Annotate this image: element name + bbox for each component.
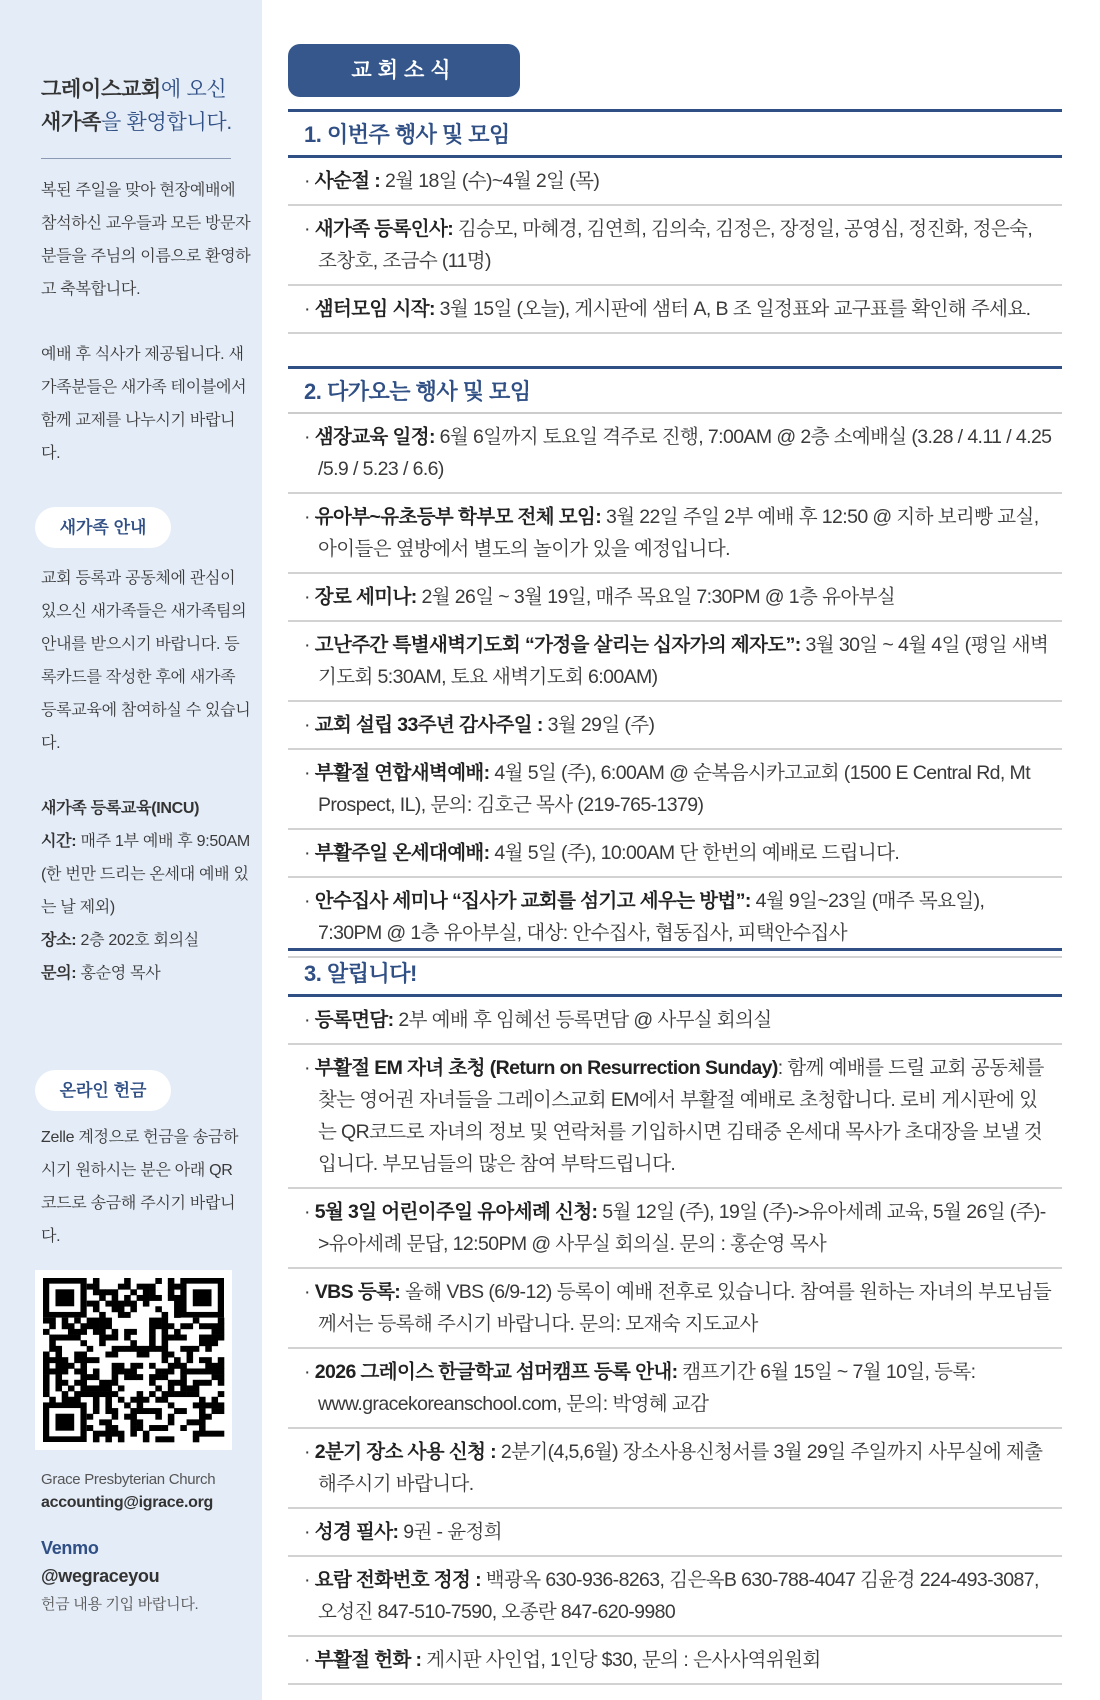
list-item	[288, 494, 1062, 574]
welcome-heading	[41, 73, 251, 139]
incu-time-label: 시간:	[41, 833, 77, 850]
incu-place-label: 장소:	[41, 932, 77, 949]
bullet-icon: ·	[304, 1521, 315, 1543]
giving-paragraph: Zelle 계정으로 헌금을 송금하시기 원하시는 분은 아래 QR 코드로 송금해 주시기 바랍니다.	[41, 1129, 239, 1245]
item-label: 2분기 장소 사용 신청 :	[314, 1441, 497, 1463]
incu-contact: 홍순영 목사	[76, 965, 161, 982]
item-text: 9권 - 윤정희	[398, 1521, 502, 1543]
bullet-icon: ·	[304, 506, 315, 528]
item-label: 유아부~유초등부 학부모 전체 모임:	[314, 506, 602, 528]
item-label: 2026 그레이스 한글학교 섬머캠프 등록 안내:	[314, 1361, 678, 1383]
bullet-icon: ·	[304, 1361, 315, 1383]
section-heading: 2. 다가오는 행사 및 모임	[288, 366, 1062, 414]
item-text: 2부 예배 후 임혜선 등록면담 @ 사무실 회의실	[393, 1009, 772, 1031]
section-this-week	[288, 109, 1062, 334]
bullet-icon: ·	[304, 634, 315, 656]
venmo-note: 헌금 내용 기입 바랍니다.	[41, 1596, 199, 1613]
item-label: VBS 등록:	[314, 1281, 401, 1303]
list-item	[288, 702, 1062, 750]
section-heading: 1. 이번주 행사 및 모임	[288, 109, 1062, 158]
sidebar	[0, 0, 262, 1700]
bullet-icon: ·	[304, 714, 315, 736]
item-text: 4월 9일~23일 (매주 목요일), 7:30PM @ 1층 유아부실, 대상: 안수집사, 협동집사, 피택안수집사	[318, 890, 985, 944]
venmo-label: Venmo	[41, 1538, 99, 1558]
item-text: 3월 22일 주일 2부 예배 후 12:50 @ 지하 보리빵 교실, 아이들은 옆방에서 별도의 놀이가 있을 예정입니다.	[318, 506, 1039, 560]
list-item	[288, 830, 1062, 878]
list-item	[288, 1189, 1062, 1269]
incu-place: 2층 202호 회의실	[76, 932, 199, 949]
bullet-icon: ·	[304, 426, 315, 448]
list-item	[288, 206, 1062, 286]
church-name-bold: 그레이스교회	[41, 78, 161, 101]
zelle-qr-code[interactable]	[35, 1270, 232, 1450]
bullet-icon: ·	[304, 586, 315, 608]
welcome-paragraph: 복된 주일을 맞아 현장예배에 참석하신 교우들과 모든 방문자분들을 주님의 이름으로 환영하고 축복합니다.	[41, 182, 251, 298]
list-item	[288, 574, 1062, 622]
list-item	[288, 1429, 1062, 1509]
bullet-icon: ·	[304, 1281, 315, 1303]
item-text: 김승모, 마혜경, 김연희, 김의숙, 김정은, 장정일, 공영심, 정진화, 정은숙, 조창호, 조금수 (11명)	[318, 218, 1033, 272]
list-item	[288, 750, 1062, 830]
incu-title: 새가족 등록교육(INCU)	[41, 800, 200, 817]
item-label: 장로 세미나:	[314, 586, 417, 608]
item-label: 샘터모임 시작:	[314, 298, 435, 320]
meal-paragraph: 예배 후 식사가 제공됩니다. 새가족분들은 새가족 테이블에서 함께 교제를 나누시기 바랍니다.	[41, 346, 247, 462]
item-label: 성경 필사:	[314, 1521, 399, 1543]
incu-contact-label: 문의:	[41, 965, 77, 982]
item-text: 3월 30일 ~ 4월 4일 (평일 새벽기도회 5:30AM, 토요 새벽기도회 6:00AM)	[318, 634, 1049, 688]
item-label: 요람 전화번호 정정 :	[314, 1569, 481, 1591]
bullet-icon: ·	[304, 1009, 315, 1031]
item-label: 고난주간 특별새벽기도회 “가정을 살리는 십자가의 제자도”:	[314, 634, 801, 656]
newcomer-paragraph: 교회 등록과 공동체에 관심이 있으신 새가족들은 새가족팀의 안내를 받으시기 바랍니다. 등록카드를 작성한 후에 새가족 등록교육에 참여하실 수 있습니다.	[41, 570, 251, 752]
list-item	[288, 1509, 1062, 1557]
bullet-icon: ·	[304, 298, 315, 320]
item-label: 샘장교육 일정:	[314, 426, 435, 448]
item-text: 백광옥 630-936-8263, 김은옥B 630-788-4047 김윤경 224-493-3087, 오성진 847-510-7590, 오종란 847-620-9980	[318, 1569, 1039, 1623]
list-item	[288, 1637, 1062, 1685]
section-announcements	[288, 948, 1062, 1685]
welcome-text: 에 오신	[160, 78, 227, 101]
list-item	[288, 414, 1062, 494]
bullet-icon: ·	[304, 1441, 315, 1463]
incu-info	[41, 792, 251, 990]
newcomer-guide-pill: 새가족 안내	[35, 507, 171, 548]
bullet-icon: ·	[304, 842, 315, 864]
list-item	[288, 1045, 1062, 1189]
list-item	[288, 878, 1062, 958]
item-text: 4월 5일 (주), 6:00AM @ 순복음시카고교회 (1500 E Central Rd, Mt Prospect, IL), 문의: 김호근 목사 (219-765-1379)	[318, 762, 1031, 816]
bullet-icon: ·	[304, 1057, 315, 1079]
item-text: 2월 18일 (수)~4월 2일 (목)	[380, 170, 600, 192]
page-title: 교회소식	[288, 44, 520, 97]
item-text: 2월 26일 ~ 3월 19일, 매주 목요일 7:30PM @ 1층 유아부실	[416, 586, 896, 608]
newcomer-bold: 새가족	[41, 111, 101, 134]
item-text: 4월 5일 (주), 10:00AM 단 한번의 예배로 드립니다.	[489, 842, 900, 864]
item-text: 올해 VBS (6/9-12) 등록이 예배 전후로 있습니다. 참여를 원하는 자녀의 부모님들께서는 등록해 주시기 바랍니다. 문의: 모재숙 지도교사	[318, 1281, 1052, 1335]
item-label: 등록면담:	[314, 1009, 394, 1031]
list-item	[288, 1557, 1062, 1637]
item-text: 3월 29일 (주)	[542, 714, 655, 736]
list-item	[288, 1349, 1062, 1429]
section-heading: 3. 알립니다!	[288, 948, 1062, 997]
item-label: 부활절 연합새벽예배:	[314, 762, 490, 784]
list-item	[288, 997, 1062, 1045]
venmo-handle[interactable]: @wegraceyou	[41, 1566, 160, 1586]
list-item	[288, 158, 1062, 206]
bullet-icon: ·	[304, 218, 315, 240]
item-text: : 함께 예배를 드릴 교회 공동체를 찾는 영어권 자녀들을 그레이스교회 EM에서 부활절 예배로 초청합니다. 로비 게시판에 있는 QR코드로 자녀의 정보 및 연락처를 기입하시면 김태중 온세대 목사가 초대장을 보낼 것입니다. 부모님들의 많은 참여 부탁드립니다.	[318, 1057, 1044, 1175]
list-item	[288, 1269, 1062, 1349]
item-label: 교회 설립 33주년 감사주일 :	[314, 714, 543, 736]
item-label: 부활절 헌화 :	[314, 1649, 422, 1671]
item-text: 게시판 사인업, 1인당 $30, 문의 : 은사사역위원회	[421, 1649, 821, 1671]
item-label: 5월 3일 어린이주일 유아세례 신청:	[314, 1201, 598, 1223]
item-label: 사순절 :	[314, 170, 381, 192]
item-label: 부활주일 온세대예배:	[314, 842, 490, 864]
church-name: Grace Presbyterian Church	[41, 1471, 216, 1488]
item-label: 안수집사 세미나 “집사가 교회를 섬기고 세우는 방법”:	[314, 890, 751, 912]
item-text: 2분기(4,5,6월) 장소사용신청서를 3월 29일 주일까지 사무실에 제출해주시기 바랍니다.	[318, 1441, 1043, 1495]
item-text: 캠프기간 6월 15일 ~ 7월 10일, 등록: www.gracekoreanschool.com, 문의: 박영혜 교감	[318, 1361, 976, 1415]
bullet-icon: ·	[304, 1649, 315, 1671]
bullet-icon: ·	[304, 170, 315, 192]
item-label: 새가족 등록인사:	[314, 218, 454, 240]
bullet-icon: ·	[304, 1201, 315, 1223]
divider	[41, 158, 231, 159]
qr-code-icon	[35, 1270, 232, 1450]
list-item	[288, 622, 1062, 702]
bullet-icon: ·	[304, 1569, 315, 1591]
item-text: 5월 12일 (주), 19일 (주)->유아세례 교육, 5월 26일 (주)->유아세례 문답, 12:50PM @ 사무실 회의실. 문의 : 홍순영 목사	[318, 1201, 1046, 1255]
list-item	[288, 286, 1062, 334]
bullet-icon: ·	[304, 890, 315, 912]
section-upcoming	[288, 366, 1062, 958]
welcome-text: 을 환영합니다.	[100, 111, 232, 134]
online-giving-pill: 온라인 헌금	[35, 1070, 171, 1111]
item-text: 6월 6일까지 토요일 격주로 진행, 7:00AM @ 2층 소예배실 (3.28 / 4.11 / 4.25 /5.9 / 5.23 / 6.6)	[318, 426, 1052, 480]
item-label: 부활절 EM 자녀 초청 (Return on Resurrection Sunday)	[314, 1057, 778, 1079]
giving-email[interactable]: accounting@igrace.org	[41, 1494, 213, 1511]
bullet-icon: ·	[304, 762, 315, 784]
item-text: 3월 15일 (오늘), 게시판에 샘터 A, B 조 일정표와 교구표를 확인해 주세요.	[434, 298, 1031, 320]
incu-time: 매주 1부 예배 후 9:50AM (한 번만 드리는 온세대 예배 있는 날 제외)	[41, 833, 250, 916]
